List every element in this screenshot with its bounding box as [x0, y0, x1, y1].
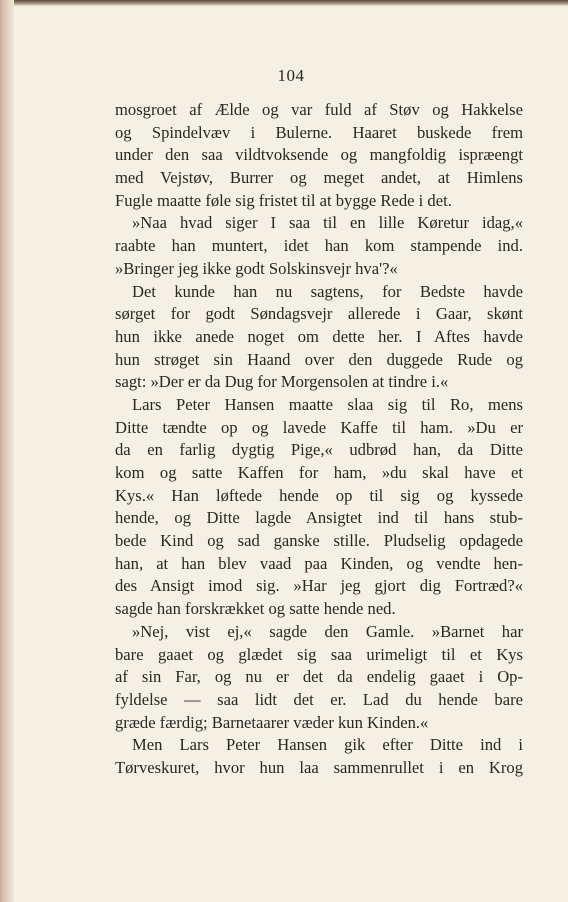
text-line: Kys.« Han løftede hende op til sig og kyssede: [115, 485, 523, 505]
text-line: sagt: »Der er da Dug for Morgensolen at tindre i.«: [115, 372, 449, 392]
text-line: raabte han muntert, idet han kom stampende ind.: [115, 236, 523, 256]
text-line: sørget for godt Søndagsvejr allerede i Gaar, skønt: [115, 304, 523, 324]
text-line: Fugle maatte føle sig fristet til at bygge Rede i det.: [115, 190, 452, 210]
text-line: han, at han blev vaad paa Kinden, og vendte hen-: [115, 553, 523, 573]
text-line: fyldelse — saa lidt det er. Lad du hende bare: [115, 689, 523, 709]
text-line: »Bringer jeg ikke godt Solskinsvejr hva'?«: [115, 258, 398, 278]
body-text: [115, 99, 523, 780]
text-line: Ditte tændte op og lavede Kaffe til ham. »Du er: [115, 417, 523, 437]
text-line: da en farlig dygtig Pige,« udbrød han, da Ditte: [115, 440, 523, 460]
text-line: bede Kind og sad ganske stille. Pludselig opdagede: [115, 531, 523, 551]
text-line: med Vejstøv, Burrer og meget andet, at Himlens: [115, 168, 523, 188]
text-line: hende, og Ditte lagde Ansigtet ind til hans stub-: [115, 508, 523, 528]
text-line: Tørveskuret, hvor hun laa sammenrullet i en Krog: [115, 757, 523, 777]
text-line: »Naa hvad siger I saa til en lille Køretur idag,«: [132, 213, 523, 233]
text-line: »Nej, vist ej,« sagde den Gamle. »Barnet har: [132, 621, 523, 641]
book-spine-edge: [0, 0, 14, 902]
text-line: kom og satte Kaffen for ham, »du skal have et: [115, 463, 523, 482]
page-number: 104: [277, 66, 305, 85]
text-line: bare gaaet og glædet sig saa urimeligt til et Kys: [115, 644, 523, 664]
text-line: des Ansigt imod sig. »Har jeg gjort dig Fortræd?«: [115, 576, 523, 596]
text-line: mosgroet af Ælde og var fuld af Støv og Hakkelse: [115, 100, 523, 119]
text-line: sagde han forskrækket og satte hende ned.: [115, 599, 396, 619]
text-line: Det kunde han nu sagtens, for Bedste havde: [132, 281, 523, 301]
text-line: Lars Peter Hansen maatte slaa sig til Ro, mens: [132, 394, 523, 414]
text-line: og Spindelvæv i Bulerne. Haaret buskede frem: [115, 122, 523, 142]
text-line: af sin Far, og nu er det da endelig gaaet i Op-: [115, 667, 523, 687]
book-page: [14, 6, 568, 902]
text-line: hun ikke anede noget om dette her. I Aftes havde: [115, 326, 523, 346]
text-line: Men Lars Peter Hansen gik efter Ditte ind i: [132, 735, 523, 755]
text-line: hun strøget sin Haand over den duggede Rude og: [115, 349, 523, 369]
text-line: græde færdig; Barnetaarer væder kun Kinden.«: [115, 712, 429, 732]
text-line: under den saa vildtvoksende og mangfoldig ispræengt: [115, 145, 523, 165]
